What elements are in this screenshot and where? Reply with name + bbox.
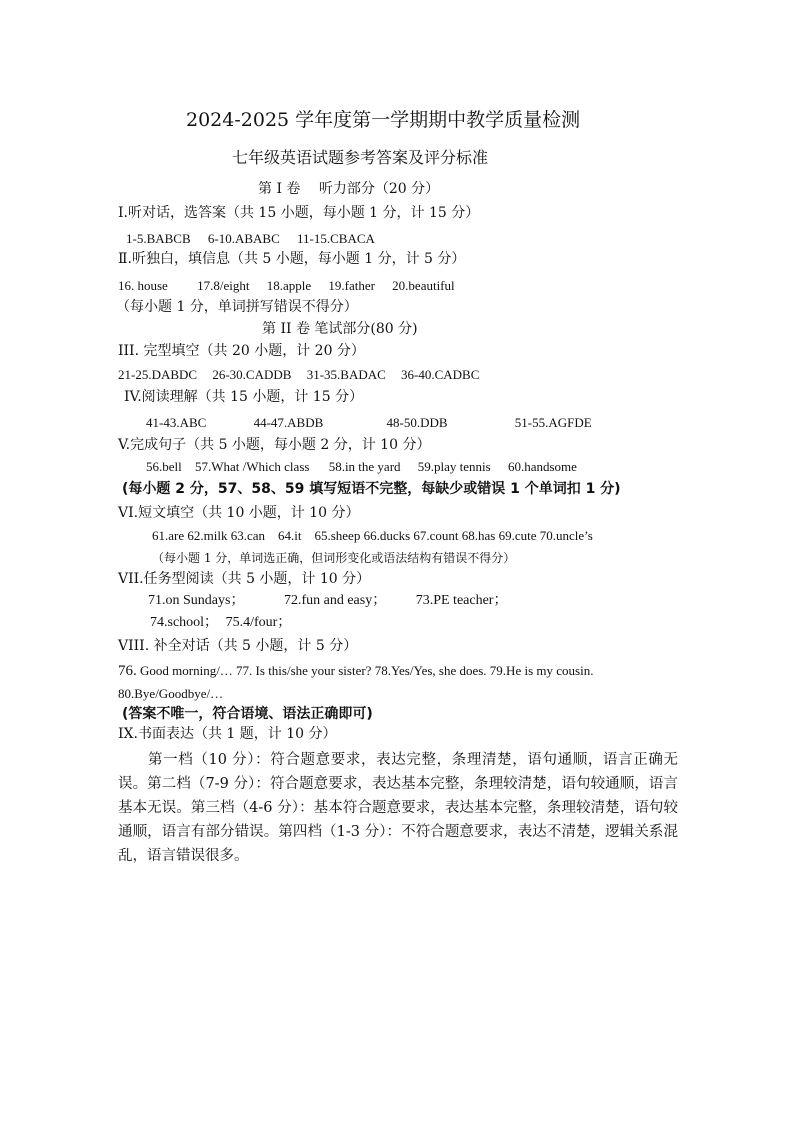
answer-group: 11-15.CBACA (297, 231, 375, 246)
answer-item: 60.handsome (507, 459, 577, 474)
question-number: 76. (118, 663, 137, 679)
section8-note: (答案不唯一，符合语境、语法正确即可) (122, 706, 373, 722)
answer-item: 59.play tennis (417, 459, 491, 474)
answer-item: 73.PE teacher； (415, 593, 508, 608)
section7-answers-line2 (150, 614, 291, 632)
answer-group: 21-25.DABDC (118, 367, 198, 382)
page-title: 2024-2025 学年度第一学期期中教学质量检测 (186, 109, 581, 131)
answer-group: 41-43.ABC (146, 415, 207, 430)
part2-heading: 第 II 卷 笔试部分(80 分) (262, 321, 418, 337)
section2-note: （每小题 1 分，单词拼写错误不得分） (116, 299, 358, 315)
answer-item: 56.bell (146, 459, 182, 474)
answer-item: 18.apple (266, 278, 312, 293)
section1-answers (126, 230, 375, 248)
section7-heading: VII.任务型阅读（共 5 小题，计 10 分） (118, 571, 371, 587)
section4-heading: IV.阅读理解（共 15 小题，计 15 分） (124, 389, 364, 405)
answer-item: 71.on Sundays； (148, 593, 245, 608)
answer-group: 31-35.BADAC (306, 367, 386, 382)
answer-group: 6-10.ABABC (207, 231, 280, 246)
page-subtitle: 七年级英语试题参考答案及评分标准 (232, 148, 489, 167)
answer-item: 72.fun and easy； (283, 593, 387, 608)
section1-heading: I.听对话，选答案（共 15 小题，每小题 1 分，计 15 分） (118, 205, 480, 221)
section5-heading: V.完成句子（共 5 小题，每小题 2 分，计 10 分） (118, 437, 431, 453)
section9-paragraph: 第一档（10 分）：符合题意要求，表达完整，条理清楚，语句通顺，语言正确无误。第二档（7-9 分）：符合题意要求，表达基本完整，条理较清楚，语句较通顺，语言基本无误。第三档（4-6 分）：基本符合题意要求，表达基本完整，条理较清楚，语句较通顺，语言有部分错误。第四档（1-3 分）：不符合题意要求，表达不清楚，逻辑关系混乱，语言错误很多。 (118, 752, 678, 864)
answer-item: 16. house (118, 278, 168, 293)
answer-group: 26-30.CADDB (212, 367, 292, 382)
section5-answers (146, 458, 577, 476)
section9-heading: IX.书面表达（共 1 题，计 10 分） (118, 726, 337, 742)
dialogue-answers: Good morning/… 77. Is this/she your sister? 78.Yes/Yes, she does. 79.He is my cousin. (140, 663, 594, 678)
answer-item: 74.school； (150, 615, 219, 630)
part1-heading: 第 I 卷 听力部分（20 分） (258, 181, 440, 197)
answer-group: 36-40.CADBC (401, 367, 480, 382)
answer-group: 44-47.ABDB (253, 415, 324, 430)
answer-item: 17.8/eight (197, 278, 250, 293)
section6-note: （每小题 1 分，单词选正确，但词形变化或语法结构有错误不得分） (152, 551, 516, 565)
answer-item: 57.What /Which class (195, 459, 310, 474)
section3-answers (118, 366, 479, 384)
section6-heading: VI.短文填空（共 10 小题，计 10 分） (118, 505, 360, 521)
section5-note: (每小题 2 分，57、58、59 填写短语不完整，每缺少或错误 1 个单词扣 1 分) (122, 481, 621, 497)
section8-line2: 80.Bye/Goodbye/… (118, 686, 224, 701)
section2-answers (118, 277, 455, 295)
answer-item: 19.father (328, 278, 375, 293)
section4-answers (146, 414, 592, 432)
section8-heading: VIII. 补全对话（共 5 小题，计 5 分） (118, 638, 358, 654)
section7-answers-line1 (148, 592, 507, 610)
section6-answers: 61.are 62.milk 63.can 64.it 65.sheep 66.ducks 67.count 68.has 69.cute 70.uncle’s (152, 528, 593, 543)
section8-line1 (118, 662, 593, 680)
answer-item: 20.beautiful (392, 278, 455, 293)
answer-group: 48-50.DDB (386, 415, 448, 430)
answer-group: 1-5.BABCB (126, 231, 191, 246)
answer-item: 58.in the yard (328, 459, 401, 474)
answer-group: 51-55.AGFDE (514, 415, 592, 430)
section2-heading: Ⅱ.听独白，填信息（共 5 小题，每小题 1 分，计 5 分） (118, 251, 466, 267)
answer-item: 75.4/four； (225, 615, 292, 630)
section3-heading: III. 完型填空（共 20 小题，计 20 分） (118, 343, 365, 359)
